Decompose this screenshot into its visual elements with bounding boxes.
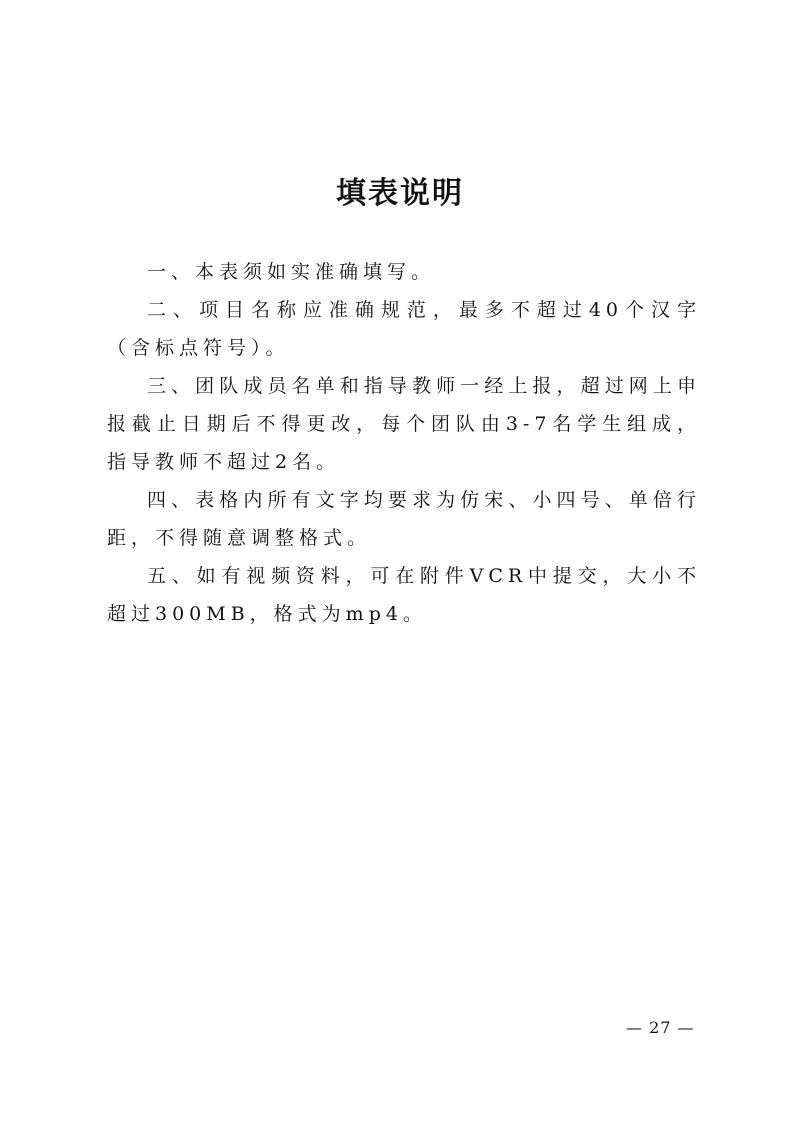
page-title: 填表说明 — [336, 176, 464, 211]
page-number: — 27 — — [626, 1018, 695, 1037]
instruction-paragraph: 三、团队成员名单和指导教师一经上报，超过网上申报截止日期后不得更改，每个团队由3-7名学生组成，指导教师不超过2名。 — [107, 375, 701, 473]
instruction-paragraph: 五、如有视频资料，可在附件VCR中提交，大小不超过300MB，格式为mp4。 — [107, 565, 701, 625]
instruction-paragraph: 四、表格内所有文字均要求为仿宋、小四号、单倍行距，不得随意调整格式。 — [107, 489, 701, 549]
instruction-paragraph: 一、本表须如实准确填写。 — [147, 261, 436, 283]
instruction-paragraph: 二、项目名称应准确规范，最多不超过40个汉字（含标点符号）。 — [107, 299, 701, 359]
instructions-body — [107, 253, 701, 633]
